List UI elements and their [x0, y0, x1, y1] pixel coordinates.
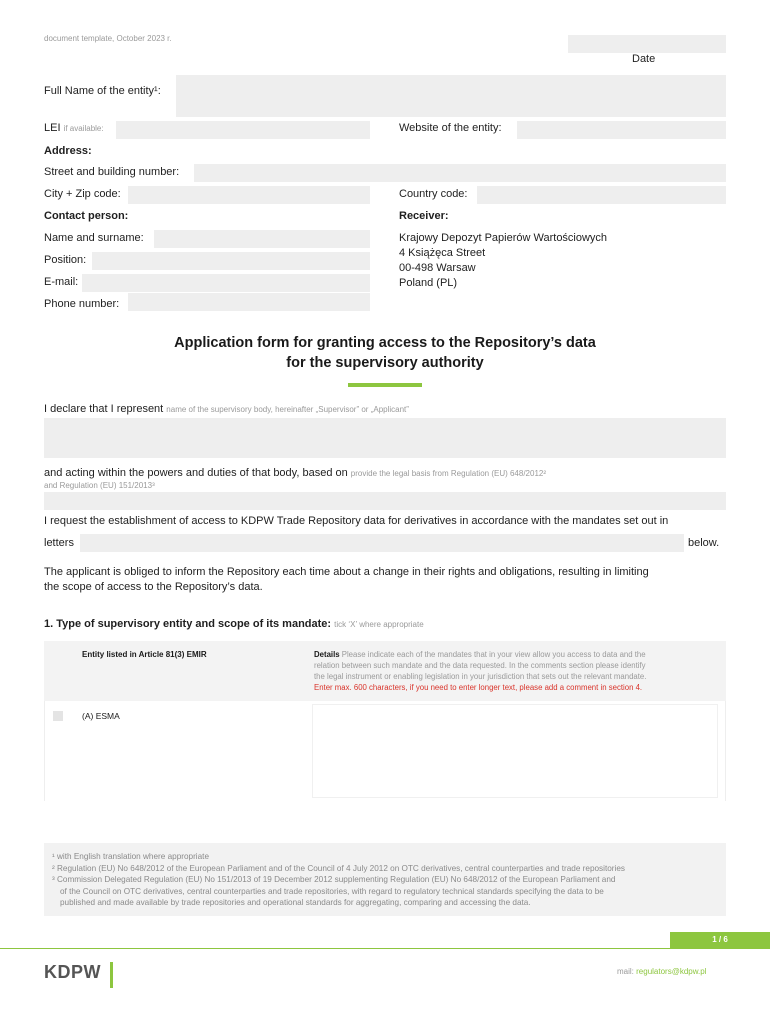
kdpw-logo: KDPW — [44, 962, 101, 982]
acting-row — [44, 467, 546, 479]
footnote-1: ¹ with English translation where appropriate — [52, 852, 210, 861]
street-field[interactable] — [194, 164, 726, 182]
name-surname-field[interactable] — [154, 230, 370, 248]
declare-row — [44, 403, 409, 415]
esma-details-field[interactable] — [312, 704, 718, 798]
full-name-label: Full Name of the entity¹: — [44, 85, 161, 97]
name-surname-label: Name and surname: — [44, 232, 144, 244]
form-title-line2: for the supervisory authority — [286, 355, 484, 371]
details-bold: Details — [314, 650, 340, 659]
section1-heading: 1. Type of supervisory entity and scope of its mandate: — [44, 618, 332, 630]
full-name-field[interactable] — [176, 75, 726, 117]
section1-hint: tick ‘X’ where appropriate — [334, 620, 424, 629]
mail-label: mail: — [617, 967, 634, 976]
details-line-1: Please indicate each of the mandates that in your view allow you access to data and the — [341, 650, 646, 659]
date-field[interactable] — [568, 35, 726, 53]
title-underline — [348, 383, 422, 387]
street-label: Street and building number: — [44, 166, 180, 178]
footnote-3b: of the Council on OTC derivatives, central counterparties and trade repositories, with regard to regulatory technical standards specifying the data to be — [60, 886, 604, 896]
phone-label: Phone number: — [44, 298, 120, 310]
country-label: Country code: — [399, 188, 468, 200]
receiver-line: Krajowy Depozyt Papierów Wartościowych — [399, 232, 608, 244]
details-warning: Enter max. 600 characters, if you need to enter longer text, please add a comment in section 4. — [314, 683, 643, 692]
position-field[interactable] — [92, 252, 370, 270]
lei-field[interactable] — [116, 121, 370, 139]
email-label: E-mail: — [44, 276, 79, 288]
city-label: City + Zip code: — [44, 188, 121, 200]
footnote-3a: ³ Commission Delegated Regulation (EU) No 151/2013 of 19 December 2012 supplementing Regulation (EU) No 648/2012 of the European Parliament and — [52, 875, 616, 884]
details-line-3: the legal instrument or enabling legislation in your jurisdiction that sets out the relevant mandate. — [314, 672, 647, 681]
mail-link[interactable]: regulators@kdpw.pl — [636, 967, 707, 976]
footer-rule — [0, 948, 770, 949]
logo-bar — [110, 962, 113, 988]
form-title-line1: Application form for granting access to the Repository’s data — [174, 335, 596, 351]
obligation-line-1: The applicant is obliged to inform the Repository each time about a change in their rights and obligations, resulting in limiting — [44, 566, 649, 578]
website-field[interactable] — [517, 121, 726, 139]
details-line-2: relation between such mandate and the data requested. In the comments section please identify — [314, 661, 646, 670]
esma-label: (A) ESMA — [82, 711, 120, 721]
footnote-2: ² Regulation (EU) No 648/2012 of the European Parliament and of the Council of 4 July 2012 on OTC derivatives, central counterparties and trade repositories — [52, 863, 625, 873]
receiver-heading: Receiver: — [399, 210, 449, 222]
acting-text: and acting within the powers and duties of that body, based on — [44, 467, 348, 479]
website-label: Website of the entity: — [399, 122, 502, 134]
template-note: document template, October 2023 r. — [44, 34, 172, 43]
lei-label: LEI — [44, 122, 61, 134]
country-field[interactable] — [477, 186, 726, 204]
acting-hint-2: and Regulation (EU) 151/2013³ — [44, 481, 155, 490]
lei-label-row — [44, 122, 104, 134]
col-entity-header: Entity listed in Article 81(3) EMIR — [82, 650, 207, 659]
address-heading: Address: — [44, 145, 92, 157]
receiver-line: Poland (PL) — [399, 277, 458, 289]
section1-heading-row — [44, 618, 424, 630]
mail-contact — [617, 967, 707, 976]
request-text: I request the establishment of access to KDPW Trade Repository data for derivatives in accordance with the mandates set out in — [44, 515, 669, 527]
supervisor-name-field[interactable] — [44, 418, 726, 458]
declare-hint: name of the supervisory body, hereinafter „Supervisor” or „Applicant” — [166, 405, 409, 414]
phone-field[interactable] — [128, 293, 370, 311]
acting-hint-1: provide the legal basis from Regulation (EU) 648/2012² — [350, 469, 547, 478]
legal-basis-field[interactable] — [44, 492, 726, 510]
lei-hint: if available: — [63, 124, 104, 133]
email-field[interactable] — [82, 274, 370, 292]
footnote-3c: published and made available by trade repositories and operational standards for aggregating, comparing and accessing the data. — [60, 898, 531, 907]
date-label: Date — [632, 53, 656, 65]
letters-label: letters — [44, 537, 74, 549]
position-label: Position: — [44, 254, 87, 266]
obligation-line-2: the scope of access to the Repository’s data. — [44, 581, 263, 593]
below-label: below. — [688, 537, 720, 549]
receiver-line: 4 Książęca Street — [399, 247, 486, 259]
declare-text: I declare that I represent — [44, 403, 164, 415]
footnotes — [52, 851, 625, 909]
contact-heading: Contact person: — [44, 210, 129, 222]
esma-checkbox[interactable] — [53, 711, 63, 721]
receiver-line: 00-498 Warsaw — [399, 262, 476, 274]
city-field[interactable] — [128, 186, 370, 204]
col-details-header — [314, 649, 724, 693]
page-number: 1 / 6 — [670, 932, 770, 948]
letters-field[interactable] — [80, 534, 684, 552]
